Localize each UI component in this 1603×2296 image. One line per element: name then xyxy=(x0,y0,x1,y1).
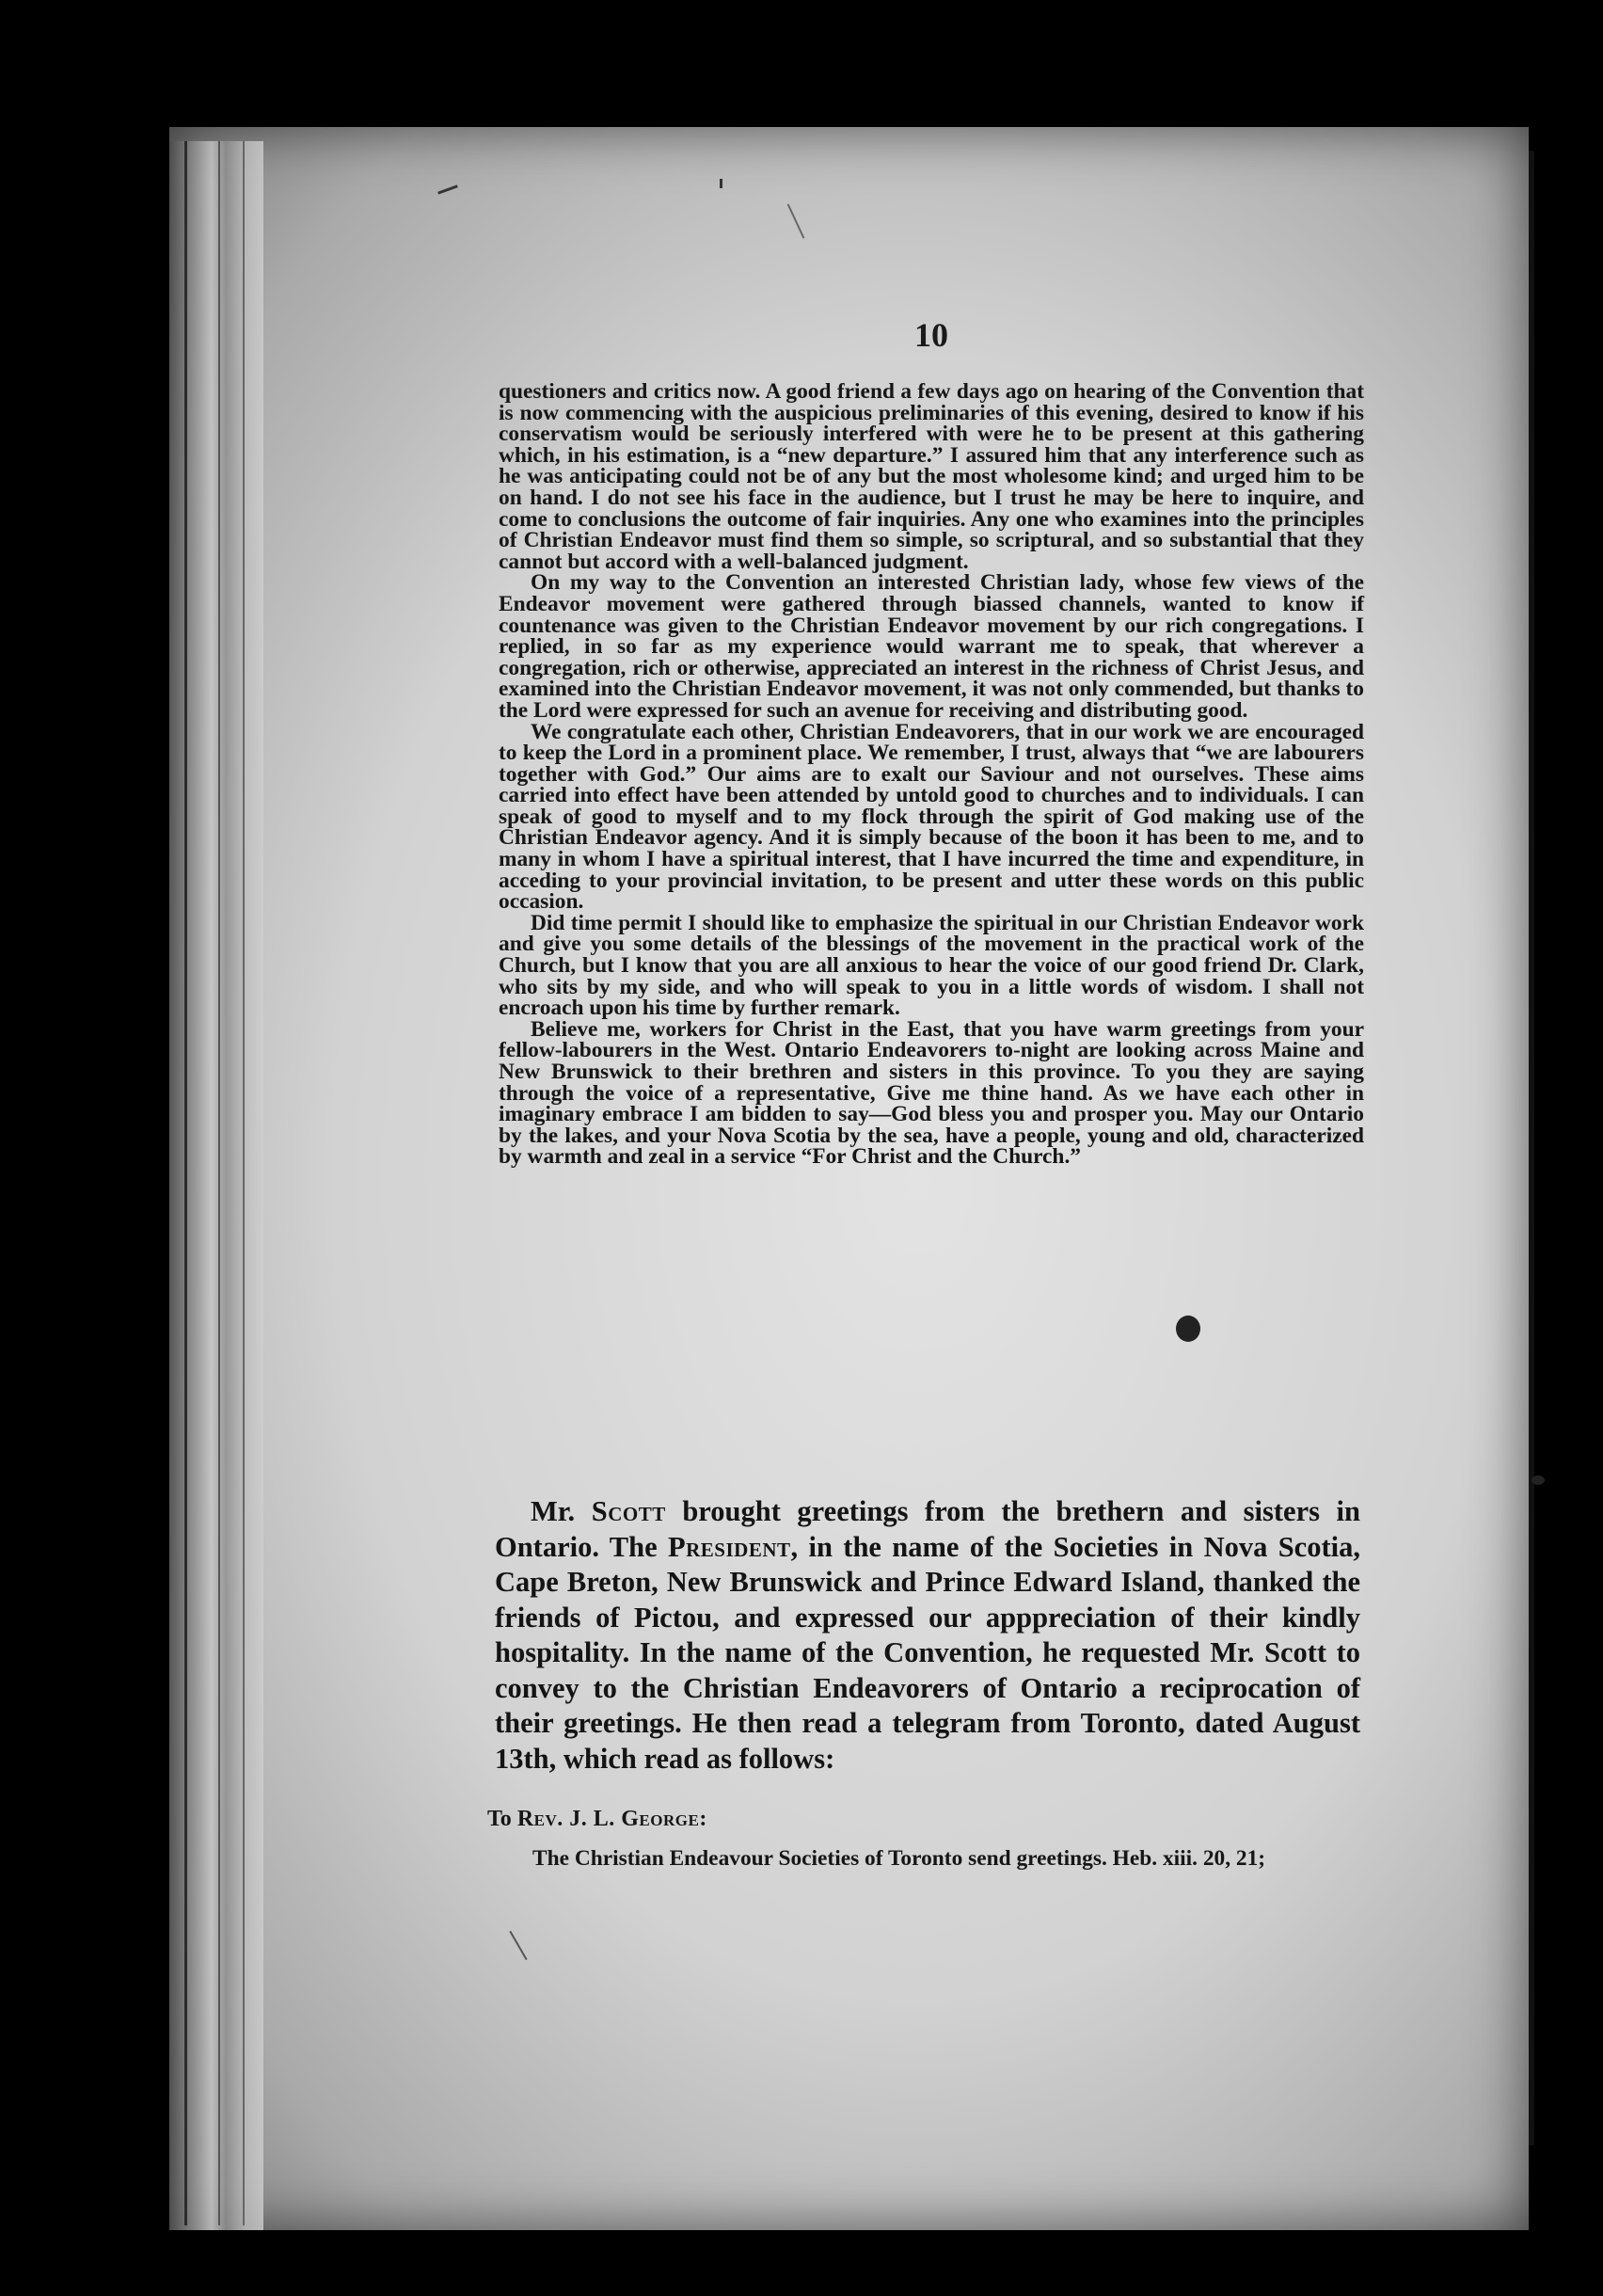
recipient-name: Rev. J. L. George xyxy=(516,1807,700,1831)
minutes-text xyxy=(495,1494,1360,1777)
binding-edge xyxy=(169,141,263,2230)
speech-text xyxy=(499,381,1364,1168)
binding-line xyxy=(184,141,187,2225)
paragraph: Believe me, workers for Christ in the East, that you have warm greetings from your fellow-labourers in the West. Ontario Endeavorers to-night are looking across Maine and New Brunswick to their brethren and sisters in this province. To you they are saying through the voice of a representative, Give me thine hand. As we have each other in imaginary embrace I am bidden to say—God bless you and prosper you. May our Ontario by the lakes, and your Nova Scotia by the sea, have a people, young and old, characterized by warmth and zeal in a service “For Christ and the Church.” xyxy=(499,1016,1364,1170)
text-run: , in the name of the Societies in Nova Scotia, Cape Breton, New Brunswick and Prince Edward Island, thanked the friends of Pictou, and expressed our apppreciation of their kindly hospitality. In the name of the Convention, he requested Mr. Scott to convey to the Christian Endeavorers of Ontario a reciprocation of their greetings. He then read a telegram from Toronto, dated August 13th, which read as follows: xyxy=(495,1530,1360,1775)
page-number: 10 xyxy=(914,316,948,354)
scan-mark xyxy=(720,179,722,188)
paragraph: On my way to the Convention an interested Christian lady, whose few views of the Endeavor movement were gathered through biassed channels, wanted to know if countenance was given to the Christian Endeavor movement by our rich congregations. I replied, in so far as my experience would warrant me to speak, that wherever a congregation, rich or otherwise, appreciated an interest in the richness of Christ Jesus, and examined into the Christian Endeavor movement, it was not only commended, but thanks to the Lord were expressed for such an avenue for receiving and distributing good. xyxy=(499,570,1364,723)
binding-line xyxy=(218,141,220,2225)
telegram-text xyxy=(495,1846,1360,1872)
speaker-name: Scott xyxy=(591,1495,666,1527)
scan-right-margin xyxy=(1534,127,1603,2296)
text-run: brought greetings from the brethern and sisters in Ontario. The xyxy=(495,1495,1360,1563)
speaker-title: President xyxy=(668,1530,791,1563)
paragraph: Did time permit I should like to emphasize the spiritual in our Christian Endeavor work and give you some details of the blessings of the movement in the practical work of the Church, but I know that you are all anxious to hear the voice of our good friend Dr. Clark, who sits by my side, and who will speak to you in a little words of wisdom. I shall not encroach upon his time by further remark. xyxy=(499,910,1364,1021)
paragraph: We congratulate each other, Christian Endeavorers, that in our work we are encouraged to keep the Lord in a prominent place. We remember, I trust, always that “we are labourers together with God.” Our aims are to exalt our Saviour and not ourselves. These aims carried into effect have been attended by untold good to churches and to individuals. I can speak of good to myself and to my flock through the spirit of God making use of the Christian Endeavor agency. And it is simply because of the boon it has been to me, and to many in whom I have a spiritual interest, that I have incurred the time and expenditure, in acceding to your provincial invitation, to be present and utter these words on this public occasion. xyxy=(499,719,1364,915)
binding-line xyxy=(243,141,245,2225)
telegram-salutation xyxy=(487,1807,1052,1832)
ink-blot xyxy=(1532,1475,1545,1485)
ink-blot xyxy=(1176,1315,1200,1342)
salutation-colon: : xyxy=(699,1807,707,1831)
paragraph: questioners and critics now. A good friend a few days ago on hearing of the Convention that is now commencing with the auspicious preliminaries of this evening, desired to know if his conservatism would be seriously interfered with were he to be present at this gathering which, in his estimation, is a “new departure.” I assured him that any interference such as he was anticipating could not be of any but the most wholesome kind; and urged him to be on hand. I do not see his face in the audience, but I trust he may be here to inquire, and come to conclusions the outcome of fair inquiries. Any one who examines into the principles of Christian Endeavor must find them so simple, so scriptural, and so substantial that they cannot but accord with a well-balanced judgment. xyxy=(499,379,1364,574)
paragraph: The Christian Endeavour Societies of Toronto send greetings. Heb. xiii. 20, 21; xyxy=(532,1846,1266,1871)
paragraph xyxy=(495,1494,1360,1777)
salutation-prefix: To xyxy=(487,1807,517,1831)
text-run: Mr. xyxy=(531,1495,592,1527)
